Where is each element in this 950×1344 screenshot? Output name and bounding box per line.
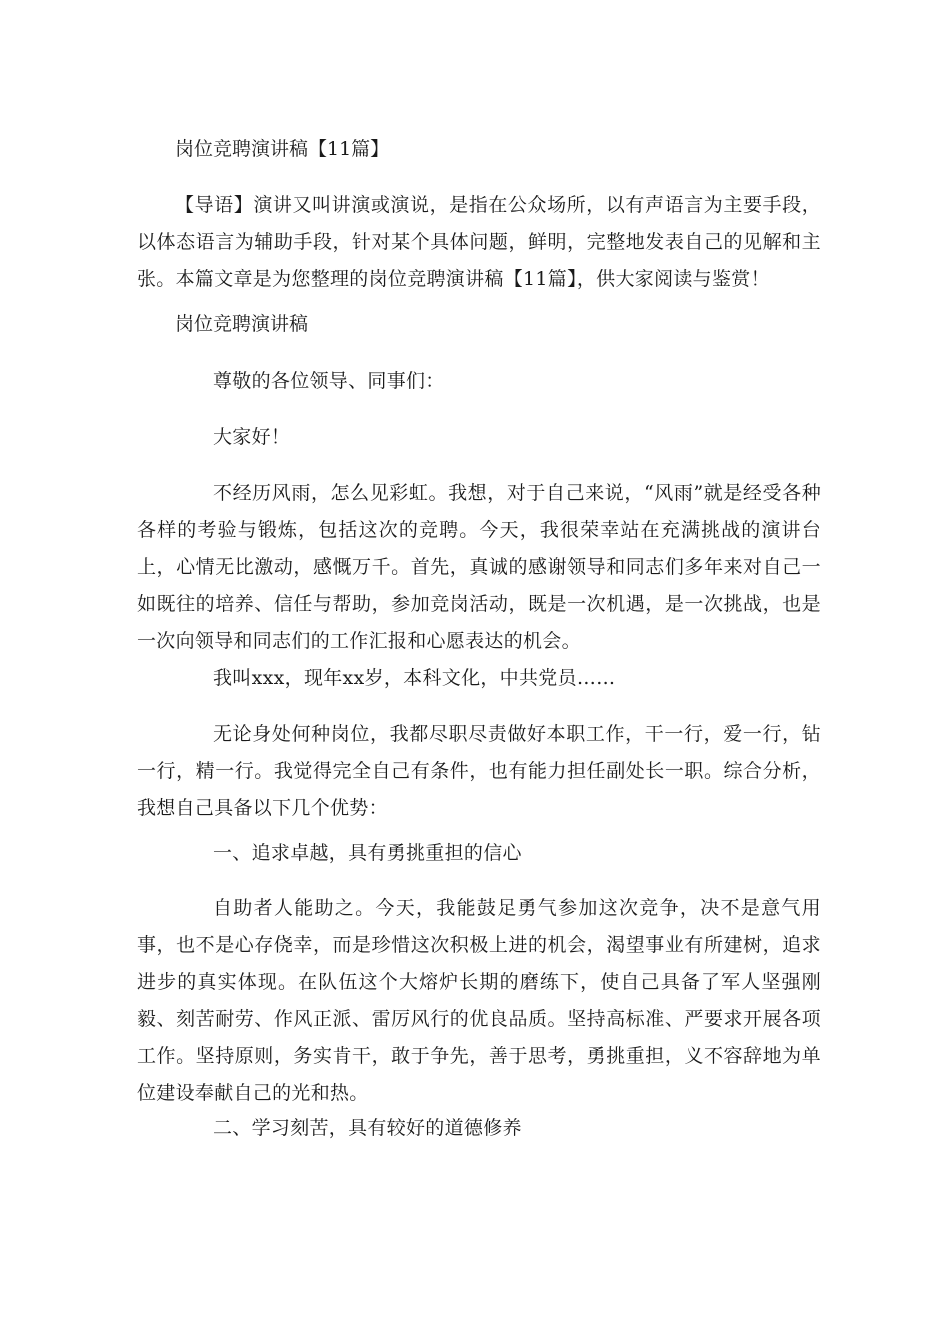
salutation: 尊敬的各位领导、同事们： — [213, 370, 445, 392]
paragraph-4: 自助者人能助之。今天，我能鼓足勇气参加这次竞争，决不是意气用事，也不是心存侥幸，而是珍惜这次积极上进的机会，渴望事业有所建树，追求进步的真实体现。在队伍这个大熔炉长期的磨练下，使自己具备了军人坚强刚毅、刻苦耐劳、作风正派、雷厉风行的优良品质。坚持高标准、严要求开展各项工作。坚持原则，务实肯干，敢于争先，善于思考，勇挑重担，义不容辞地为单位建设奉献自己的光和热。 — [137, 897, 821, 1104]
intro-paragraph: 【导语】演讲又叫讲演或演说，是指在公众场所，以有声语言为主要手段，以体态语言为辅助手段，针对某个具体问题，鲜明，完整地发表自己的见解和主张。本篇文章是为您整理的岗位竞聘演讲稿【11篇】，供大家阅读与鉴赏！ — [137, 194, 821, 290]
section-title: 岗位竞聘演讲稿 — [175, 313, 309, 335]
paragraph-3: 无论身处何种岗位，我都尽职尽责做好本职工作，干一行，爱一行，钻一行，精一行。我觉得完全自己有条件，也有能力担任副处长一职。综合分析，我想自己具备以下几个优势： — [137, 723, 821, 819]
document-title: 岗位竞聘演讲稿【11篇】 — [175, 138, 390, 160]
greeting: 大家好！ — [213, 426, 291, 448]
paragraph-1: 不经历风雨，怎么见彩虹。我想，对于自己来说，“风雨”就是经受各种各样的考验与锻炼，包括这次的竞聘。今天，我很荣幸站在充满挑战的演讲台上，心情无比激动，感慨万千。首先，真诚的感谢领导和同志们多年来对自己一如既往的培养、信任与帮助，参加竞岗活动，既是一次机遇，是一次挑战，也是一次向领导和同志们的工作汇报和心愿表达的机会。 — [137, 482, 821, 652]
heading-1: 一、追求卓越，具有勇挑重担的信心 — [213, 842, 522, 864]
paragraph-2: 我叫xxx，现年xx岁，本科文化，中共党员…… — [213, 667, 616, 689]
heading-2: 二、学习刻苦，具有较好的道德修养 — [213, 1117, 522, 1139]
